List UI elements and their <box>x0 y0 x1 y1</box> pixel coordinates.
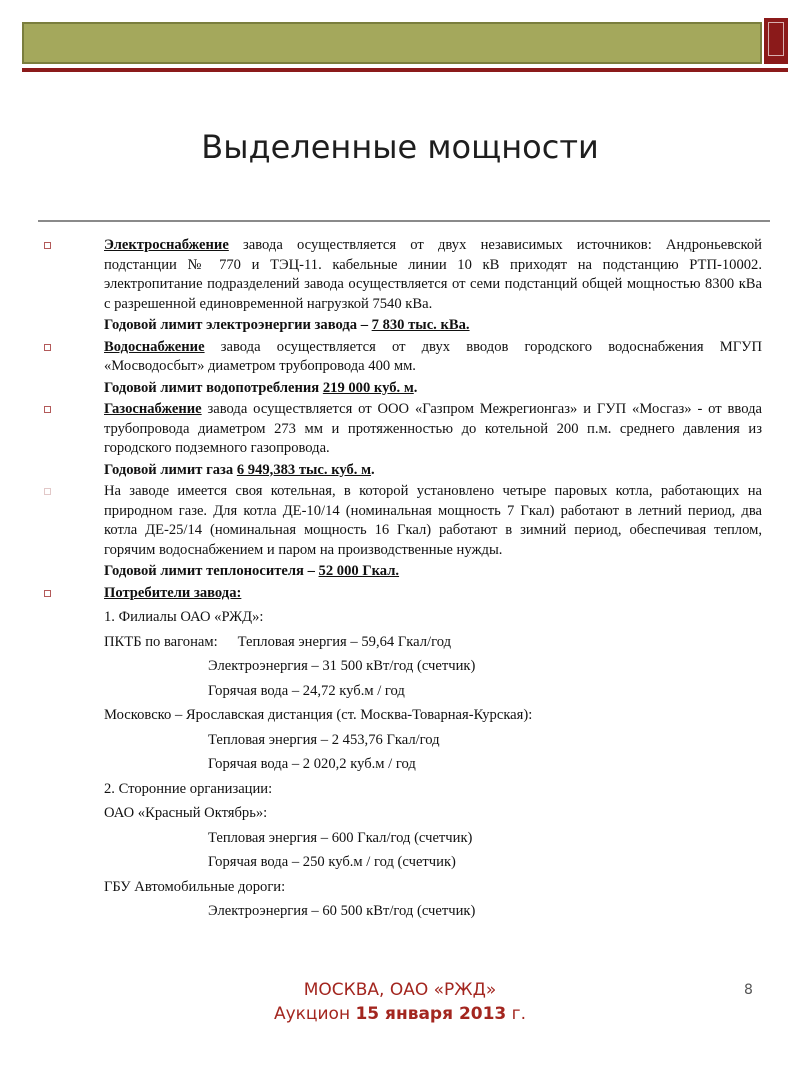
power-text: завода осуществляется от двух независимых источников: Андроньевской подстанции № 770 и ТЭЦ-11. кабельные линии 10 кВ приходят на подстанцию РТП-10002. электропитание подразделений завода осуществляется от семи подстанций общей мощностью 8300 кВа с разрешенной единовременной нагрузкой 7540 кВа. <box>104 237 762 312</box>
consumer-line: Московско – Ярославская дистанция (ст. Москва-Товарная-Курская): <box>104 707 533 723</box>
slide-title: Выделенные мощности <box>201 128 599 166</box>
footer-line-2 <box>0 1002 800 1026</box>
header-decoration <box>22 18 788 68</box>
gas-limit-label: Годовой лимит газа <box>104 461 237 478</box>
header-accent-square <box>764 18 788 64</box>
bullet-consumers <box>42 584 762 604</box>
power-limit-label: Годовой лимит электроэнергии завода – <box>104 317 372 333</box>
gas-term: Газоснабжение <box>104 401 202 417</box>
header-bar <box>22 22 762 64</box>
bullet-water <box>42 338 762 377</box>
header-accent-line <box>22 68 788 72</box>
title-divider <box>38 220 770 222</box>
boiler-limit-value: 52 000 Гкал. <box>318 563 400 579</box>
consumer-line: Горячая вода – 2 020,2 куб.м / год <box>208 756 416 772</box>
bullet-boiler <box>42 482 762 560</box>
consumer-line: Тепловая энергия – 600 Гкал/год (счетчик) <box>208 829 473 846</box>
footer-suffix: г. <box>506 1004 527 1024</box>
slide-footer <box>0 978 800 1026</box>
consumer-line: ОАО «Красный Октябрь»: <box>104 805 268 821</box>
bullet-power <box>42 236 762 314</box>
consumer-line: 2. Сторонние организации: <box>104 780 273 797</box>
gas-text: завода осуществляется от ООО «Газпром Межрегионгаз» и ГУП «Мосгаз» - от ввода трубопровода диаметром 273 мм и протяженностью до котельной 200 п.м. среднего давления из городского подземного газопровода. <box>104 401 762 456</box>
boiler-text: На заводе имеется своя котельная, в которой установлено четыре паровых котла, работающих на природном газе. Для котла ДЕ-10/14 (номинальная мощность 7 Гкал) работают в летний период, два котла ДЕ-25/14 (номинальная мощность 16 Гкал) работают в зимний период, обеспечивая теплом, горячим водоснабжением и паром на производственные нужды. <box>104 483 762 558</box>
gas-limit <box>42 461 762 481</box>
boiler-limit <box>42 562 762 582</box>
water-limit <box>42 379 762 399</box>
water-term: Водоснабжение <box>104 338 205 355</box>
water-limit-suffix: . <box>413 379 418 396</box>
consumer-line: Тепловая энергия – 2 453,76 Гкал/год <box>208 731 440 748</box>
power-limit-value: 7 830 тыс. кВа. <box>371 317 470 333</box>
footer-line-1: МОСКВА, ОАО «РЖД» <box>303 980 497 1000</box>
boiler-limit-label: Годовой лимит теплоносителя – <box>104 563 319 579</box>
consumer-name: ПКТБ по вагонам: <box>104 633 218 650</box>
power-limit <box>42 316 762 336</box>
slide-content <box>42 236 762 922</box>
water-limit-label: Годовой лимит водопотребления <box>104 379 323 396</box>
water-limit-value: 219 000 куб. м <box>322 379 414 396</box>
bullet-square-icon <box>44 344 51 351</box>
consumer-line: Электроэнергия – 60 500 кВт/год (счетчик) <box>208 903 476 919</box>
consumer-line: Горячая вода – 24,72 куб.м / год <box>208 682 405 699</box>
bullet-square-icon <box>44 590 51 597</box>
consumer-value: Тепловая энергия – 59,64 Гкал/год <box>237 633 452 650</box>
consumer-line: 1. Филиалы ОАО «РЖД»: <box>104 609 264 625</box>
power-term: Электроснабжение <box>104 237 229 253</box>
consumer-line: Горячая вода – 250 куб.м / год (счетчик) <box>208 854 456 870</box>
footer-prefix: Аукцион <box>273 1004 356 1024</box>
consumer-line: Электроэнергия – 31 500 кВт/год (счетчик) <box>208 658 476 674</box>
consumers-heading: Потребители завода: <box>104 584 242 601</box>
consumer-line <box>42 633 762 653</box>
gas-limit-suffix: . <box>371 461 375 478</box>
page-number: 8 <box>744 982 753 998</box>
gas-limit-value: 6 949,383 тыс. куб. м <box>236 461 372 478</box>
bullet-square-icon <box>44 488 51 495</box>
bullet-square-icon <box>44 242 51 249</box>
water-text: завода осуществляется от двух вводов городского водоснабжения МГУП «Мосводосбыт» диаметром трубопровода 400 мм. <box>104 338 762 374</box>
consumer-line: ГБУ Автомобильные дороги: <box>104 878 286 895</box>
footer-date: 15 января 2013 <box>355 1004 507 1024</box>
bullet-square-icon <box>44 406 51 413</box>
bullet-gas <box>42 400 762 459</box>
